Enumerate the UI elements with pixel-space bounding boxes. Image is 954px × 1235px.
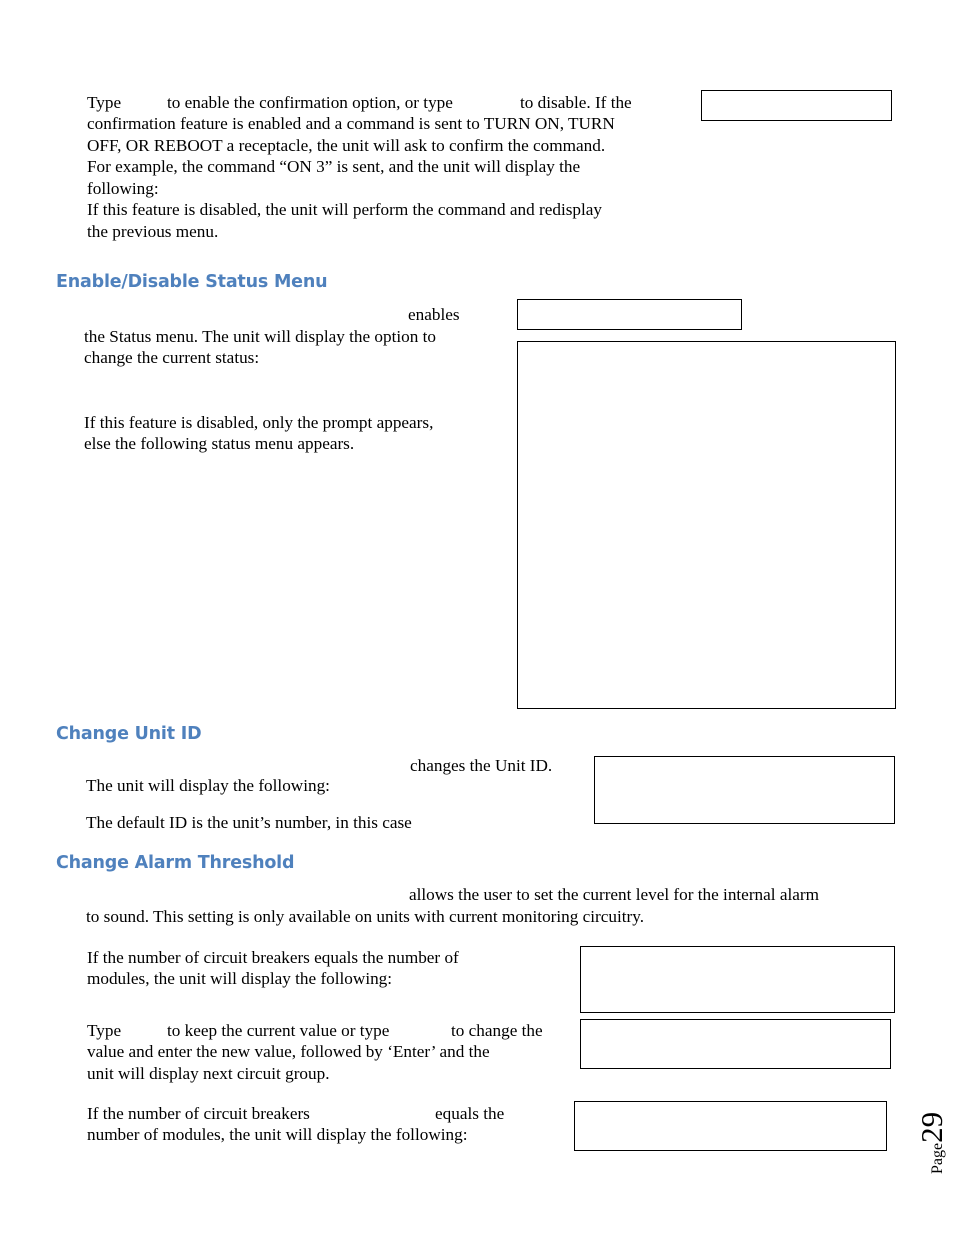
confirm-line-6: If this feature is disabled, the unit will perform the command and redisplay (87, 200, 603, 219)
page-number (906, 1094, 949, 1174)
confirm-line-2: confirmation feature is enabled and a command is sent to TURN ON, TURN (87, 114, 615, 133)
confirm-line-5: following: (87, 179, 159, 198)
alarm-p2-change-text: to change the (451, 1021, 543, 1040)
status-menu-line-1: enables (408, 305, 460, 324)
alarm-screen-box-3 (574, 1101, 887, 1151)
confirm-type-word: Type (87, 93, 122, 112)
alarm-p1-line-1: If the number of circuit breakers equals the number of (87, 948, 459, 967)
alarm-heading: Change Alarm Threshold (56, 853, 295, 873)
page-word: Page (929, 1142, 946, 1174)
status-menu-heading: Enable/Disable Status Menu (56, 272, 328, 292)
confirm-enable-text: to enable the confirmation option, or type (167, 93, 453, 112)
alarm-p2-keep-text: to keep the current value or type (167, 1021, 390, 1040)
confirm-line-7: the previous menu. (87, 222, 219, 241)
alarm-line-1: allows the user to set the current level for the internal alarm (409, 885, 819, 904)
status-menu-line-5: else the following status menu appears. (84, 434, 355, 453)
alarm-line-2: to sound. This setting is only available on units with current monitoring circuitry. (86, 907, 645, 926)
confirm-line-3: OFF, OR REBOOT a receptacle, the unit will ask to confirm the command. (87, 136, 606, 155)
alarm-p3-line-2: number of modules, the unit will display the following: (87, 1125, 468, 1144)
unit-id-screen-box (594, 756, 895, 824)
alarm-screen-box-1 (580, 946, 895, 1013)
confirm-screen-box (701, 90, 892, 121)
status-prompt-box (517, 299, 742, 330)
unit-id-heading: Change Unit ID (56, 724, 202, 744)
unit-id-line-1: changes the Unit ID. (410, 756, 553, 775)
unit-id-line-2: The unit will display the following: (86, 776, 330, 795)
alarm-p3-line-1a: If the number of circuit breakers (87, 1104, 310, 1123)
status-menu-line-3: change the current status: (84, 348, 260, 367)
confirm-line-4: For example, the command “ON 3” is sent, and the unit will display the (87, 157, 581, 176)
alarm-p2-line-3: unit will display next circuit group. (87, 1064, 330, 1083)
page-number-value: 29 (914, 1111, 949, 1143)
unit-id-line-3: The default ID is the unit’s number, in this case (86, 813, 412, 832)
status-menu-line-2: the Status menu. The unit will display the option to (84, 327, 436, 346)
alarm-p2-line-2: value and enter the new value, followed by ‘Enter’ and the (87, 1042, 490, 1061)
status-menu-line-4: If this feature is disabled, only the prompt appears, (84, 413, 434, 432)
alarm-p1-line-2: modules, the unit will display the following: (87, 969, 393, 988)
alarm-p3-line-1b: equals the (435, 1104, 505, 1123)
alarm-p2-type-word: Type (87, 1021, 122, 1040)
alarm-screen-box-2 (580, 1019, 891, 1069)
confirm-disable-text: to disable. If the (520, 93, 632, 112)
status-menu-screen-box (517, 341, 896, 709)
